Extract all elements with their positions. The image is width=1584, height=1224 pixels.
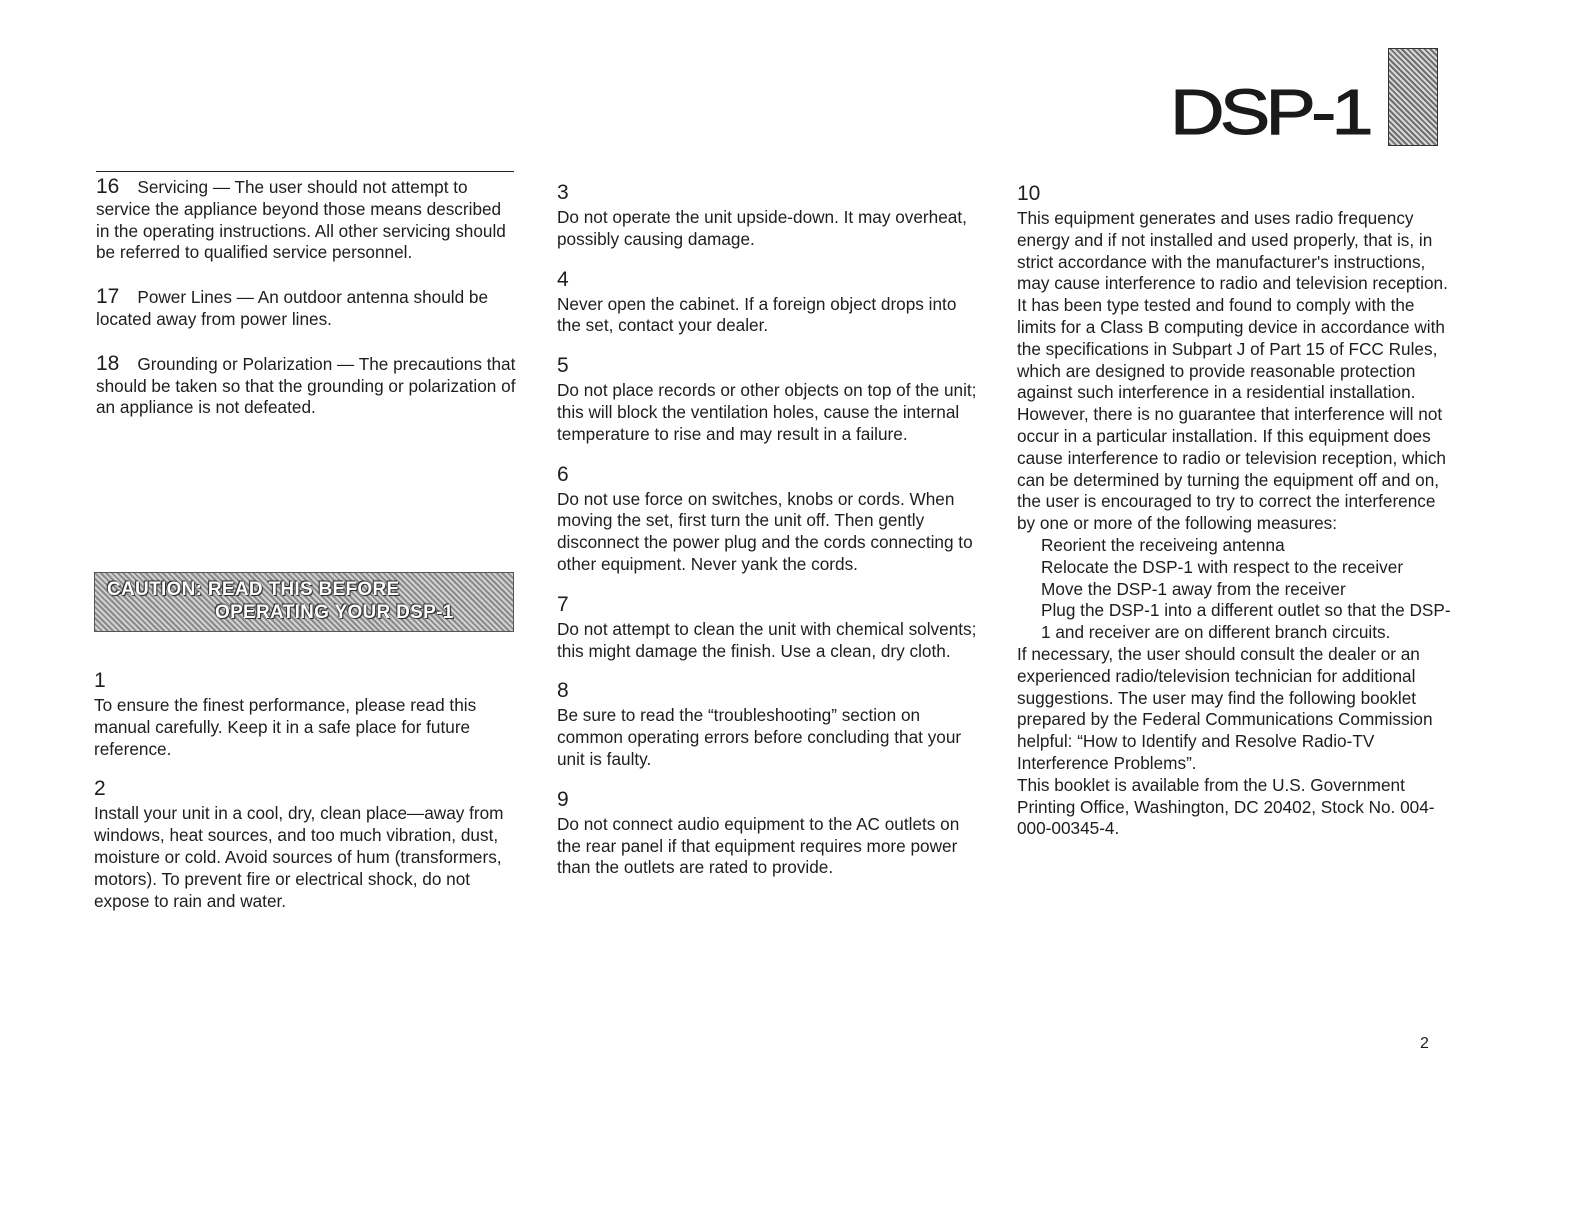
item-number: 8 xyxy=(557,679,569,703)
item-text: Do not attempt to clean the unit with chemical solvents; this might damage the finish. Use a clean, dry cloth. xyxy=(557,618,977,661)
item-number: 7 xyxy=(557,592,569,616)
item-text: To ensure the finest performance, please read this manual carefully. Keep it in a safe place for future reference. xyxy=(94,695,477,759)
right-column xyxy=(1017,181,1452,840)
page-number: 2 xyxy=(1420,1035,1429,1052)
measure-item: Reorient the receiveing antenna xyxy=(1041,534,1285,555)
fcc-outro: If necessary, the user should consult the dealer or an experienced radio/television technician for additional suggestions. The user may find the following booklet prepared by the Federal Communications Commission helpful: “How to Identify and Resolve Radio-TV Interference Problems”. xyxy=(1017,643,1433,773)
item-text: Do not operate the unit upside-down. It may overheat, possibly causing damage. xyxy=(557,207,967,249)
fcc-availability: This booklet is available from the U.S. Government Printing Office, Washington, DC 20402, Stock No. 004-000-00345-4. xyxy=(1017,774,1435,839)
item-number: 6 xyxy=(557,462,569,486)
measure-item: Relocate the DSP-1 with respect to the receiver xyxy=(1041,556,1404,577)
caution-line-1: CAUTION: READ THIS BEFORE xyxy=(107,579,400,600)
item-text: Install your unit in a cool, dry, clean place—away from windows, heat sources, and too much vibration, dust, moisture or cold. Avoid sources of hum (transformers, motors). To prevent fire or electrical shock, do not expose to rain and water. xyxy=(94,803,504,911)
item-number: 3 xyxy=(557,181,569,204)
caution-item-9 xyxy=(557,787,982,879)
item-17 xyxy=(96,286,518,331)
logo-bar xyxy=(1388,48,1438,146)
left-column-lower xyxy=(94,668,519,928)
item-number: 17 xyxy=(96,285,120,309)
item-number: 5 xyxy=(557,354,569,378)
item-text: Grounding or Polarization — The precautions that should be taken so that the grounding or polarization of an appliance is not defeated. xyxy=(96,353,516,418)
item-text: Do not connect audio equipment to the AC outlets on the rear panel if that equipment requires more power than the outlets are rated to provide. xyxy=(557,813,960,878)
item-18 xyxy=(96,353,518,419)
item-number: 9 xyxy=(557,787,569,811)
item-number: 4 xyxy=(557,267,569,291)
caution-banner xyxy=(94,572,514,632)
caution-line-2: OPERATING YOUR DSP-1 xyxy=(215,602,454,623)
caution-item-5 xyxy=(557,353,982,445)
item-number: 1 xyxy=(94,669,106,692)
item-text: Be sure to read the “troubleshooting” section on common operating errors before concluding that your unit is faulty. xyxy=(557,705,962,769)
item-text: Servicing — The user should not attempt to service the appliance beyond those means described in the operating instructions. All other servicing should be referred to qualified service personnel. xyxy=(96,177,506,263)
item-text: Do not use force on switches, knobs or cords. When moving the set, first turn the unit off. Then gently disconnect the power plug and the cords connecting to other equipment. Never yank the cords. xyxy=(557,488,973,574)
top-rule xyxy=(96,171,514,172)
caution-item-8 xyxy=(557,678,982,770)
middle-column xyxy=(557,180,982,895)
item-number: 18 xyxy=(96,351,120,375)
item-text: Never open the cabinet. If a foreign object drops into the set, contact your dealer. xyxy=(557,293,957,336)
item-number: 10 xyxy=(1017,182,1041,205)
measure-item: Plug the DSP-1 into a different outlet so that the DSP-1 and receiver are on different branch circuits. xyxy=(1041,600,1451,643)
item-16 xyxy=(96,176,518,264)
dsp-1-logo xyxy=(1170,48,1440,148)
logo-text: DSP-1 xyxy=(1170,76,1369,148)
item-number: 16 xyxy=(96,175,120,198)
item-text: Power Lines — An outdoor antenna should be located away from power lines. xyxy=(96,287,489,329)
measure-item: Move the DSP-1 away from the receiver xyxy=(1041,578,1346,599)
caution-item-1 xyxy=(94,668,519,760)
caution-item-3 xyxy=(557,180,982,251)
left-column xyxy=(96,176,518,441)
caution-item-2 xyxy=(94,776,519,912)
item-number: 2 xyxy=(94,777,106,801)
fcc-intro: This equipment generates and uses radio frequency energy and if not installed and used properly, that is, in strict accordance with the manufacturer's instructions, may cause interference to radio and television reception. It has been type tested and found to comply with the limits for a Class B computing device in accordance with the specifications in Subpart J of Part 15 of FCC Rules, which are designed to provide reasonable protection against such interference in a residential installation. However, there is no guarantee that interference will not occur in a particular installation. If this equipment does cause interference to radio or television reception, which can be determined by turning the equipment off and on, the user is encouraged to try to correct the interference by one or more of the following measures: xyxy=(1017,208,1448,534)
caution-item-7 xyxy=(557,592,982,663)
caution-item-4 xyxy=(557,267,982,338)
caution-item-6 xyxy=(557,462,982,576)
item-text: Do not place records or other objects on top of the unit; this will block the ventilation holes, cause the internal temperature to rise and may result in a failure. xyxy=(557,380,977,444)
